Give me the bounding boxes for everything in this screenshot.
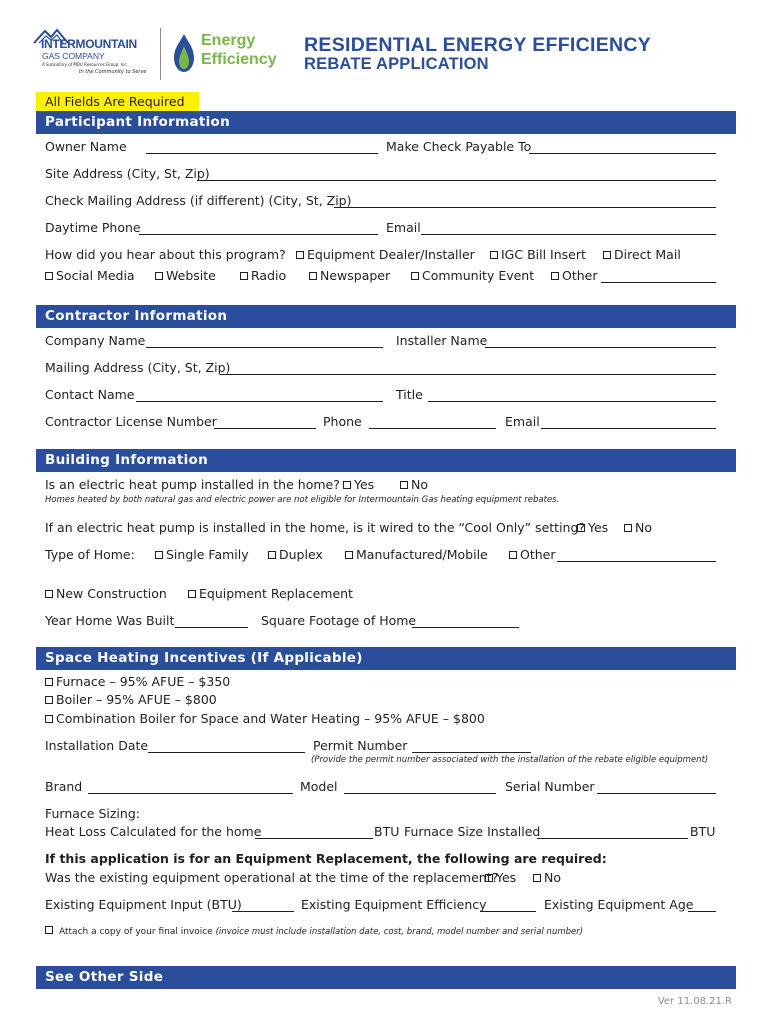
contractor-phone-label: Phone bbox=[323, 414, 362, 429]
checkbox[interactable] bbox=[188, 590, 196, 598]
model-field[interactable] bbox=[344, 793, 496, 794]
option-combination-boiler[interactable]: Combination Boiler for Space and Water Heating – 95% AFUE – $800 bbox=[45, 711, 485, 726]
new-construction[interactable]: New Construction bbox=[45, 586, 167, 601]
source-social-media[interactable]: Social Media bbox=[45, 268, 135, 283]
checkbox[interactable] bbox=[296, 251, 304, 259]
existing-input-label: Existing Equipment Input (BTU) bbox=[45, 897, 242, 912]
cool-only-no[interactable]: No bbox=[624, 520, 652, 535]
home-type-manufactured[interactable]: Manufactured/Mobile bbox=[345, 547, 488, 562]
section-building: Building Information bbox=[36, 449, 736, 472]
checkbox[interactable] bbox=[490, 251, 498, 259]
mailing-address-field[interactable] bbox=[334, 207, 716, 208]
contractor-mailing-label: Mailing Address (City, St, Zip) bbox=[45, 360, 231, 375]
attach-invoice[interactable]: Attach a copy of your final invoice (invoice must include installation date, cost, brand, model number and serial number) bbox=[45, 926, 583, 937]
title-field[interactable] bbox=[428, 401, 716, 402]
heat-pump-question: Is an electric heat pump installed in the home? bbox=[45, 477, 340, 492]
source-other-field[interactable] bbox=[601, 282, 716, 283]
contact-name-field[interactable] bbox=[136, 401, 383, 402]
brand-label: Brand bbox=[45, 779, 83, 794]
checkbox[interactable] bbox=[155, 272, 163, 280]
serial-field[interactable] bbox=[597, 793, 716, 794]
source-bill-insert[interactable]: IGC Bill Insert bbox=[490, 247, 586, 262]
section-space-heating: Space Heating Incentives (If Applicable) bbox=[36, 647, 736, 670]
required-note: All Fields Are Required bbox=[36, 92, 199, 111]
installer-name-label: Installer Name bbox=[396, 333, 488, 348]
section-contractor: Contractor Information bbox=[36, 305, 736, 328]
checkbox[interactable] bbox=[45, 272, 53, 280]
company-name-field[interactable] bbox=[146, 347, 383, 348]
checkbox[interactable] bbox=[45, 678, 53, 686]
checkbox[interactable] bbox=[577, 524, 585, 532]
contractor-email-label: Email bbox=[505, 414, 540, 429]
home-type-duplex[interactable]: Duplex bbox=[268, 547, 323, 562]
equipment-replacement[interactable]: Equipment Replacement bbox=[188, 586, 353, 601]
operational-no[interactable]: No bbox=[533, 870, 561, 885]
mailing-address-label: Check Mailing Address (if different) (City, St, Zip) bbox=[45, 193, 352, 208]
form-subtitle: REBATE APPLICATION bbox=[304, 55, 489, 73]
option-furnace[interactable]: Furnace – 95% AFUE – $350 bbox=[45, 674, 230, 689]
heat-pump-note: Homes heated by both natural gas and electric power are not eligible for Intermountain Gas heating equipment rebates. bbox=[45, 495, 560, 505]
heat-loss-field[interactable] bbox=[255, 838, 373, 839]
email-label: Email bbox=[386, 220, 421, 235]
furnace-sizing-label: Furnace Sizing: bbox=[45, 806, 140, 821]
square-footage-label: Square Footage of Home bbox=[261, 613, 417, 628]
source-other[interactable]: Other bbox=[551, 268, 598, 283]
permit-note: (Provide the permit number associated with the installation of the rebate eligible equipment) bbox=[311, 755, 709, 765]
operational-question: Was the existing equipment operational at the time of the replacement? bbox=[45, 870, 499, 885]
existing-age-label: Existing Equipment Age bbox=[544, 897, 694, 912]
company-sub: GAS COMPANY bbox=[42, 51, 105, 61]
owner-name-field[interactable] bbox=[146, 153, 378, 154]
furnace-size-label: Furnace Size Installed bbox=[404, 824, 541, 839]
contractor-email-field[interactable] bbox=[541, 428, 716, 429]
existing-efficiency-field[interactable] bbox=[480, 911, 536, 912]
checkbox[interactable] bbox=[551, 272, 559, 280]
cool-only-question: If an electric heat pump is installed in the home, is it wired to the “Cool Only” setting? bbox=[45, 520, 586, 535]
contact-name-label: Contact Name bbox=[45, 387, 135, 402]
owner-name-label: Owner Name bbox=[45, 139, 127, 154]
furnace-size-unit: BTU bbox=[690, 824, 716, 839]
section-participant: Participant Information bbox=[36, 111, 736, 134]
logo-divider bbox=[160, 28, 161, 80]
install-date-field[interactable] bbox=[148, 752, 305, 753]
home-type-other[interactable]: Other bbox=[509, 547, 556, 562]
source-equipment-dealer[interactable]: Equipment Dealer/Installer bbox=[296, 247, 475, 262]
existing-efficiency-label: Existing Equipment Efficiency bbox=[301, 897, 487, 912]
checkbox[interactable] bbox=[45, 696, 53, 704]
checkbox[interactable] bbox=[155, 551, 163, 559]
energy-efficiency-logo bbox=[172, 30, 282, 76]
home-type-label: Type of Home: bbox=[45, 547, 135, 562]
year-built-label: Year Home Was Built bbox=[45, 613, 175, 628]
heat-loss-unit: BTU bbox=[374, 824, 400, 839]
existing-input-field[interactable] bbox=[232, 911, 294, 912]
see-other-side-banner: See Other Side bbox=[36, 966, 736, 989]
company-name-label: Company Name bbox=[45, 333, 146, 348]
company-tagline: In the Community to Serve bbox=[79, 69, 147, 75]
company-subsidiary: A Subsidiary of MDU Resources Group, Inc. bbox=[42, 62, 129, 67]
home-type-other-field[interactable] bbox=[557, 561, 716, 562]
checkbox[interactable] bbox=[45, 926, 53, 934]
program-logo-line2: Efficiency bbox=[201, 51, 277, 68]
source-newspaper[interactable]: Newspaper bbox=[309, 268, 390, 283]
checkbox[interactable] bbox=[343, 481, 351, 489]
checkbox[interactable] bbox=[345, 551, 353, 559]
intermountain-logo bbox=[33, 26, 153, 78]
square-footage-field[interactable] bbox=[412, 627, 519, 628]
license-label: Contractor License Number bbox=[45, 414, 217, 429]
home-type-single-family[interactable]: Single Family bbox=[155, 547, 249, 562]
heat-loss-label: Heat Loss Calculated for the home bbox=[45, 824, 262, 839]
hear-question: How did you hear about this program? bbox=[45, 247, 286, 262]
contractor-phone-field[interactable] bbox=[369, 428, 496, 429]
version-number: Ver 11.08.21.R bbox=[657, 996, 732, 1007]
serial-label: Serial Number bbox=[505, 779, 595, 794]
site-address-field[interactable] bbox=[197, 180, 716, 181]
company-name: INTERMOUNTAIN bbox=[41, 37, 137, 51]
checkbox[interactable] bbox=[400, 481, 408, 489]
source-radio[interactable]: Radio bbox=[240, 268, 286, 283]
form-title: RESIDENTIAL ENERGY EFFICIENCY bbox=[304, 34, 652, 56]
option-boiler[interactable]: Boiler – 95% AFUE – $800 bbox=[45, 692, 217, 707]
email-field[interactable] bbox=[421, 234, 716, 235]
contractor-mailing-field[interactable] bbox=[220, 374, 716, 375]
daytime-phone-label: Daytime Phone bbox=[45, 220, 141, 235]
license-field[interactable] bbox=[214, 428, 316, 429]
title-label: Title bbox=[396, 387, 423, 402]
source-community-event[interactable]: Community Event bbox=[411, 268, 534, 283]
checkbox[interactable] bbox=[240, 272, 248, 280]
heat-pump-no[interactable]: No bbox=[400, 477, 428, 492]
brand-field[interactable] bbox=[88, 793, 293, 794]
checkbox[interactable] bbox=[309, 272, 317, 280]
source-direct-mail[interactable]: Direct Mail bbox=[603, 247, 681, 262]
checkbox[interactable] bbox=[45, 590, 53, 598]
checkbox[interactable] bbox=[485, 874, 493, 882]
permit-number-field[interactable] bbox=[412, 752, 531, 753]
install-date-label: Installation Date bbox=[45, 738, 149, 753]
furnace-size-field[interactable] bbox=[537, 838, 688, 839]
site-address-label: Site Address (City, St, Zip) bbox=[45, 166, 210, 181]
year-built-field[interactable] bbox=[175, 627, 248, 628]
checkbox[interactable] bbox=[533, 874, 541, 882]
operational-yes[interactable]: Yes bbox=[485, 870, 516, 885]
checkbox[interactable] bbox=[603, 251, 611, 259]
daytime-phone-field[interactable] bbox=[139, 234, 378, 235]
replacement-required-note: If this application is for an Equipment Replacement, the following are required: bbox=[45, 851, 607, 866]
checkbox[interactable] bbox=[268, 551, 276, 559]
cool-only-yes[interactable]: Yes bbox=[577, 520, 608, 535]
checkbox[interactable] bbox=[509, 551, 517, 559]
existing-age-field[interactable] bbox=[688, 911, 716, 912]
check-payable-field[interactable] bbox=[529, 153, 716, 154]
checkbox[interactable] bbox=[624, 524, 632, 532]
permit-number-label: Permit Number bbox=[313, 738, 408, 753]
checkbox[interactable] bbox=[411, 272, 419, 280]
flame-icon bbox=[172, 32, 196, 74]
model-label: Model bbox=[300, 779, 338, 794]
check-payable-label: Make Check Payable To bbox=[386, 139, 532, 154]
source-website[interactable]: Website bbox=[155, 268, 216, 283]
heat-pump-yes[interactable]: Yes bbox=[343, 477, 374, 492]
installer-name-field[interactable] bbox=[485, 347, 716, 348]
program-logo-line1: Energy bbox=[201, 32, 256, 49]
checkbox[interactable] bbox=[45, 715, 53, 723]
